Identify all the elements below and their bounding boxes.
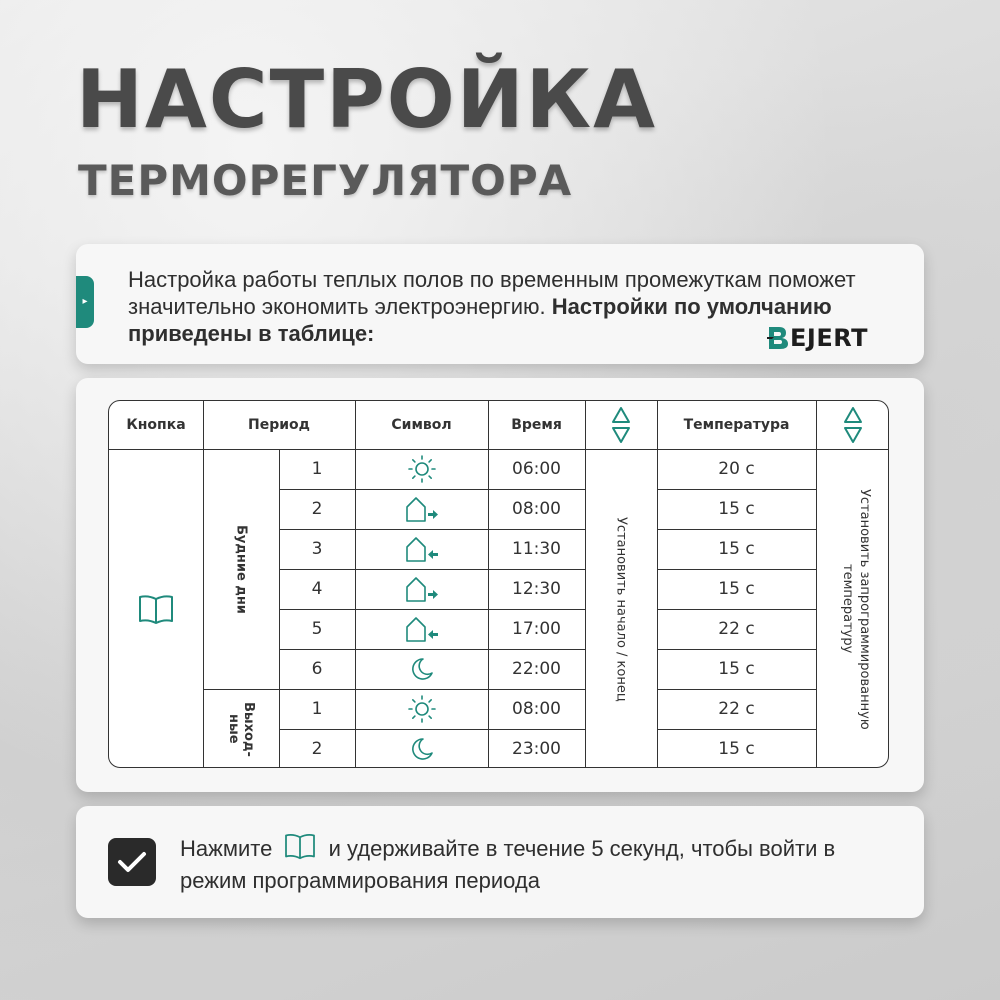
period-number: 2 — [311, 739, 323, 759]
time-note: Установить начало / конец — [613, 516, 629, 702]
period-number: 6 — [311, 659, 323, 679]
bejert-logo — [766, 324, 868, 352]
moon-icon — [355, 729, 488, 768]
sun-icon — [355, 449, 488, 489]
weekdays-label: Будние дни — [233, 524, 249, 614]
time-value: 06:00 — [512, 459, 561, 479]
time-value: 23:00 — [512, 739, 561, 759]
instruction-card — [76, 806, 924, 918]
moon-icon — [355, 649, 488, 689]
info-card — [76, 244, 924, 364]
temperature-value: 15 c — [718, 579, 755, 599]
page-title: НАСТРОЙКА — [76, 53, 658, 146]
time-value: 17:00 — [512, 619, 561, 639]
book-icon — [109, 449, 203, 768]
header-button: Кнопка — [126, 417, 186, 433]
up-down-arrows-icon — [816, 401, 889, 449]
instruction-text — [180, 832, 900, 895]
sun-icon — [355, 689, 488, 729]
checkmark-icon — [108, 838, 156, 886]
table-card — [76, 378, 924, 792]
temperature-value: 22 c — [718, 619, 755, 639]
house-arrow-left-icon — [355, 609, 488, 649]
header-time: Время — [511, 417, 562, 433]
time-value: 22:00 — [512, 659, 561, 679]
instruction-before: Нажмите — [180, 836, 273, 861]
logo-text: EJERT — [790, 324, 868, 352]
up-down-arrows-icon — [585, 401, 657, 449]
book-icon — [282, 832, 318, 867]
period-number: 2 — [311, 499, 323, 519]
temperature-value: 15 c — [718, 659, 755, 679]
period-number: 1 — [311, 699, 323, 719]
time-value: 12:30 — [512, 579, 561, 599]
house-arrow-right-icon — [355, 489, 488, 529]
header-symbol: Символ — [391, 417, 452, 433]
info-text-regular: Настройка работы теплых полов по временным промежуткам поможет значительно экономить электроэнергию. — [128, 267, 856, 319]
house-arrow-left-icon — [355, 529, 488, 569]
weekend-label: Выход- ные — [226, 701, 256, 757]
time-value: 11:30 — [512, 539, 561, 559]
temperature-value: 15 c — [718, 739, 755, 759]
temperature-value: 20 c — [718, 459, 755, 479]
info-text-bold: Настройки по умолчанию приведены в таблице: — [128, 294, 832, 346]
page-subtitle: ТЕРМОРЕГУЛЯТОРА — [78, 156, 573, 205]
time-value: 08:00 — [512, 499, 561, 519]
chevron-right-icon: ▸ — [76, 276, 94, 328]
time-value: 08:00 — [512, 699, 561, 719]
temp-note: Установить запрограммированную температуру — [840, 488, 872, 730]
header-temperature: Температура — [683, 417, 790, 433]
house-arrow-right-icon — [355, 569, 488, 609]
period-number: 5 — [311, 619, 323, 639]
schedule-table — [108, 400, 889, 768]
header-period: Период — [248, 417, 310, 433]
bejert-b-logo-icon — [766, 325, 792, 351]
period-number: 3 — [311, 539, 323, 559]
temperature-value: 15 c — [718, 499, 755, 519]
instruction-after: и удерживайте в течение 5 секунд, чтобы войти в режим программирования периода — [180, 836, 836, 893]
temperature-value: 22 c — [718, 699, 755, 719]
period-number: 4 — [311, 579, 323, 599]
period-number: 1 — [311, 459, 323, 479]
temperature-value: 15 c — [718, 539, 755, 559]
